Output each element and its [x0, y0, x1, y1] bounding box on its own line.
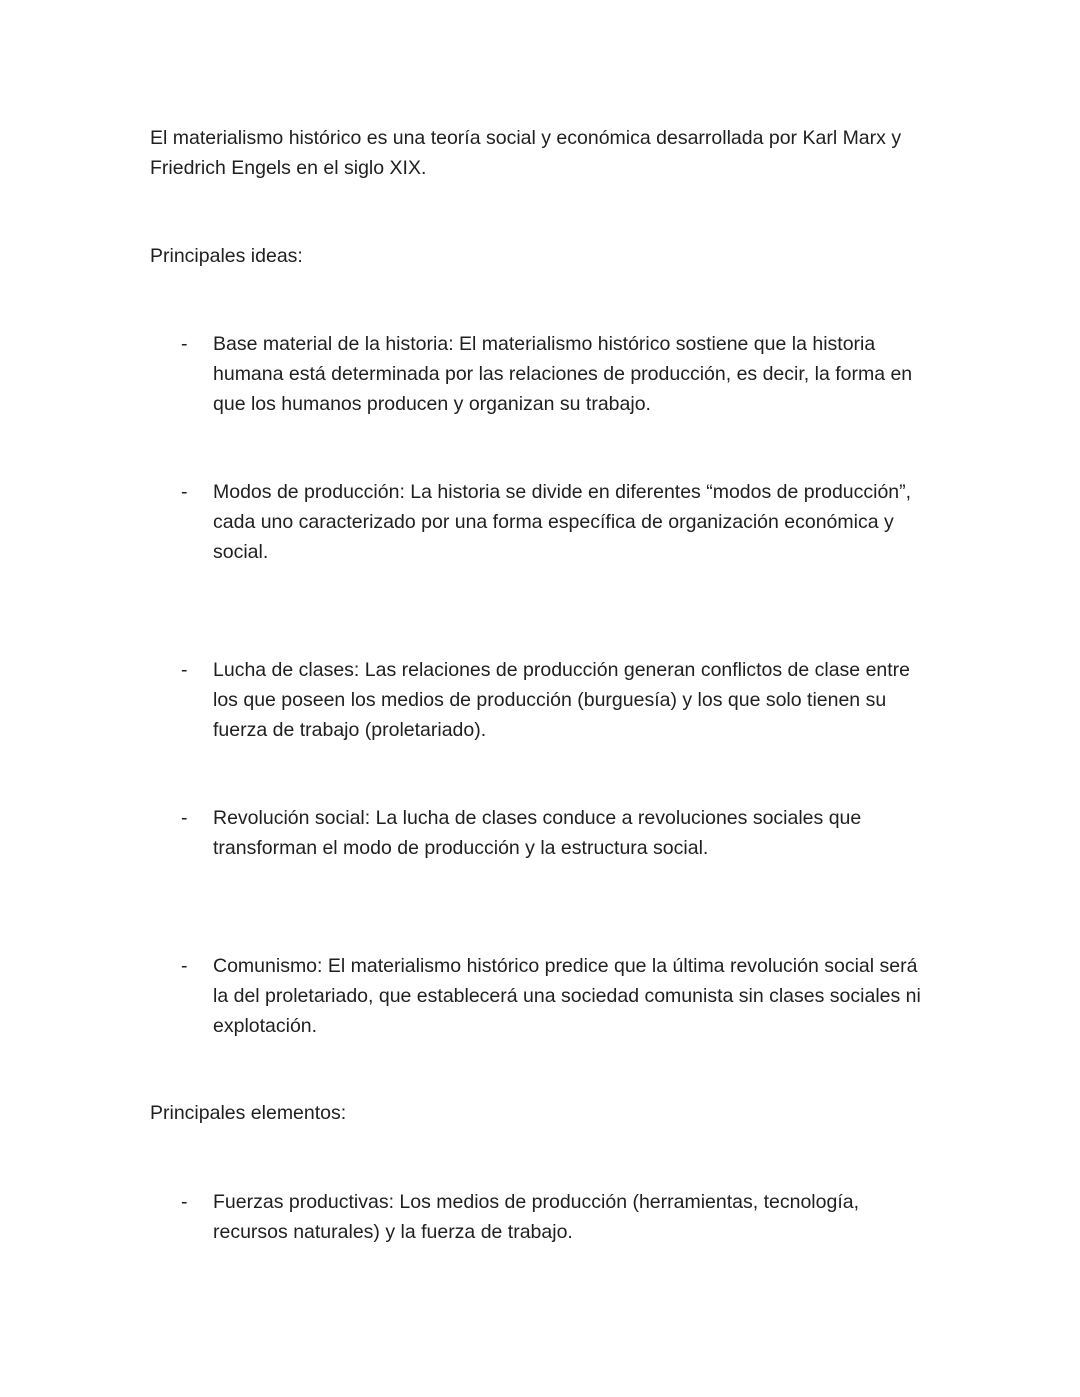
- bullet-marker: -: [181, 481, 188, 503]
- list-item-text: Revolución social: La lucha de clases conduce a revoluciones sociales que transforman el modo de producción y la estructura social.: [213, 807, 862, 859]
- list-item-text: Comunismo: El materialismo histórico predice que la última revolución social será la del proletariado, que establecerá una sociedad comunista sin clases sociales ni explotación.: [213, 955, 921, 1037]
- bullet-marker: -: [181, 955, 188, 977]
- list-item-text: Lucha de clases: Las relaciones de producción generan conflictos de clase entre los que poseen los medios de producción (burguesía) y los que solo tienen su fuerza de trabajo (proletariado).: [213, 659, 911, 741]
- bullet-marker: -: [181, 333, 188, 355]
- section-heading-elements: Principales elementos:: [150, 1102, 347, 1124]
- list-item-text: Modos de producción: La historia se divide en diferentes “modos de producción”, cada uno caracterizado por una forma específica de organización económica y social.: [213, 481, 912, 563]
- bullet-marker: -: [181, 807, 188, 829]
- intro-paragraph: El materialismo histórico es una teoría social y económica desarrollada por Karl Marx y Friedrich Engels en el siglo XIX.: [150, 127, 902, 179]
- section-heading-ideas: Principales ideas:: [150, 245, 303, 267]
- bullet-marker: -: [181, 659, 188, 681]
- list-item-text: Fuerzas productivas: Los medios de producción (herramientas, tecnología, recursos naturales) y la fuerza de trabajo.: [213, 1191, 860, 1243]
- list-item-text: Base material de la historia: El materialismo histórico sostiene que la historia humana está determinada por las relaciones de producción, es decir, la forma en que los humanos producen y organizan su trabajo.: [213, 333, 913, 415]
- bullet-marker: -: [181, 1191, 188, 1213]
